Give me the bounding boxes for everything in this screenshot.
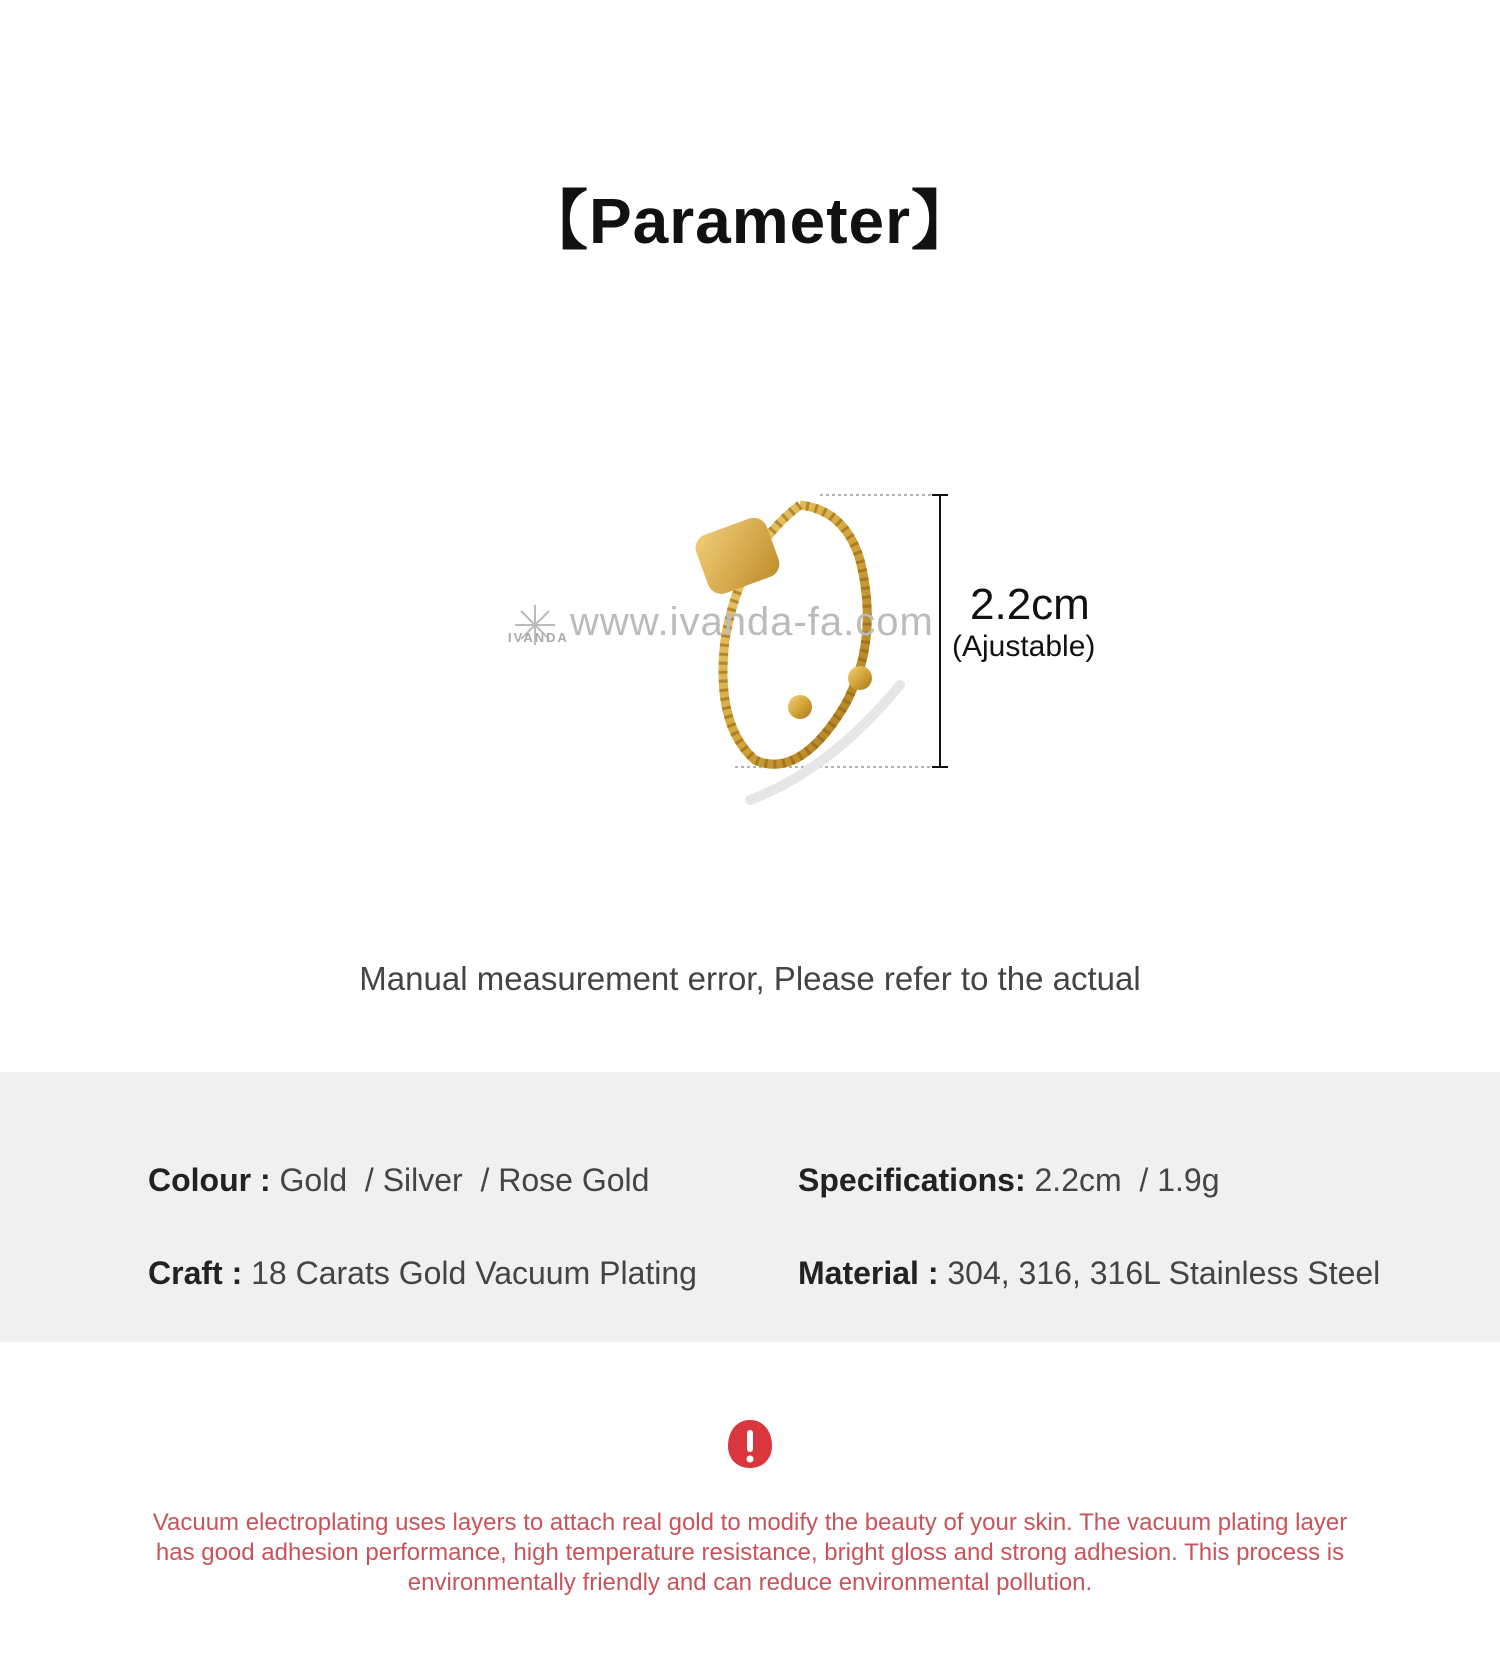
dimension-value: 2.2cm [970,580,1090,629]
spec-specifications-label: Specifications: [798,1162,1026,1198]
spec-specifications [798,1162,1219,1199]
spec-material [798,1255,1380,1292]
brand-star-icon [510,590,560,660]
spec-colour [148,1162,649,1199]
spec-panel [0,1072,1500,1342]
spec-colour-value: Gold / Silver / Rose Gold [279,1162,650,1198]
brand-logo-text: IVANDA [508,630,569,645]
spec-craft-value: 18 Carats Gold Vacuum Plating [251,1255,697,1291]
spec-craft-label: Craft : [148,1255,243,1291]
product-image [500,470,1140,830]
spec-material-label: Material : [798,1255,939,1291]
dimension-note: (Ajustable) [952,630,1096,663]
exclamation-warning-icon [726,1418,774,1470]
spec-craft [148,1255,697,1292]
spec-material-value: 304, 316, 316L Stainless Steel [947,1255,1381,1291]
spec-colour-label: Colour : [148,1162,271,1198]
measurement-note: Manual measurement error, Please refer to the actual [359,960,1141,997]
page-title: 【Parameter】 [523,185,977,257]
spec-specifications-value: 2.2cm / 1.9g [1034,1162,1220,1198]
watermark: www.ivanda-fa.com [570,600,934,644]
warning-text: Vacuum electroplating uses layers to attach real gold to modify the beauty of your skin. The vacuum plating layer has good adhesion performance, high temperature resistance, bright gloss and strong adhesion. This process is environmentally friendly and can reduce environmental pollution. [152,1509,1348,1596]
